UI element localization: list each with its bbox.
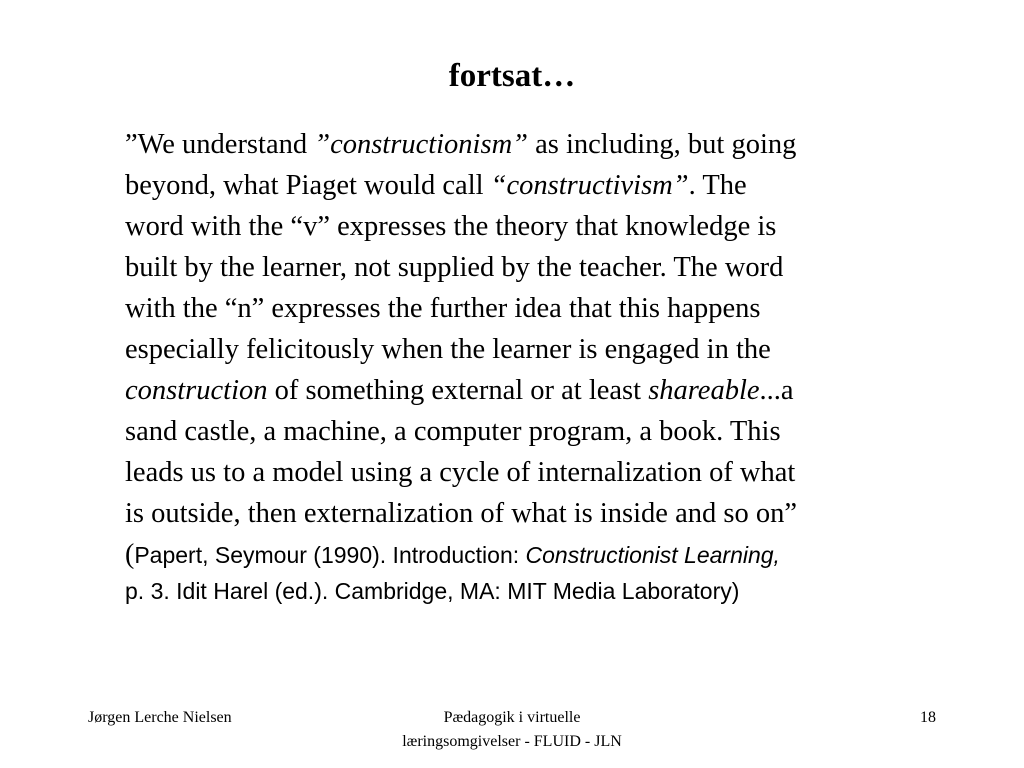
quote-term-construction: construction	[125, 375, 268, 406]
quote-term-constructivism: “constructivism”	[490, 170, 689, 201]
quote-line	[125, 124, 945, 165]
quote-line: especially felicitously when the learner is engaged in the	[125, 334, 771, 365]
quote-text: of something external or at least	[267, 375, 649, 406]
quote-line: sand castle, a machine, a computer program, a book. This	[125, 416, 781, 447]
footer-author: Jørgen Lerche Nielsen	[88, 709, 232, 726]
quote-line: built by the learner, not supplied by the teacher. The word	[125, 252, 784, 283]
citation-text: Papert, Seymour (1990). Introduction:	[134, 542, 526, 568]
quote-line	[125, 165, 945, 206]
quote-line: word with the “v” expresses the theory that knowledge is	[125, 211, 777, 242]
citation-line	[125, 537, 945, 573]
quote-text: ...a	[759, 375, 794, 406]
footer-course-line: Pædagogik i virtuelle	[443, 709, 581, 726]
footer-course-line: læringsomgivelser - FLUID - JLN	[402, 733, 622, 750]
quote-line: leads us to a model using a cycle of internalization of what	[125, 457, 796, 488]
citation-paren: )	[731, 578, 740, 604]
quote-term-shareable: shareable	[648, 375, 760, 406]
footer-page-number: 18	[920, 709, 936, 726]
quote-line	[125, 370, 945, 411]
slide-title: fortsat…	[448, 58, 576, 94]
citation-line	[125, 573, 945, 609]
quote-block	[125, 124, 945, 609]
footer-course	[312, 706, 712, 754]
quote-text: as including, but going	[528, 129, 797, 160]
quote-text: ”We understand	[125, 129, 315, 160]
quote-text: . The	[688, 170, 747, 201]
citation-book-title: Constructionist Learning,	[525, 542, 780, 568]
citation-paren: (	[125, 539, 135, 570]
citation-text: p. 3. Idit Harel (ed.). Cambridge, MA: MIT Media Laboratory	[125, 578, 732, 604]
quote-line: with the “n” expresses the further idea that this happens	[125, 293, 761, 324]
quote-line: is outside, then externalization of what is inside and so on”	[125, 498, 797, 529]
quote-term-constructionism: ”constructionism”	[314, 129, 528, 160]
quote-text: beyond, what Piaget would call	[125, 170, 491, 201]
